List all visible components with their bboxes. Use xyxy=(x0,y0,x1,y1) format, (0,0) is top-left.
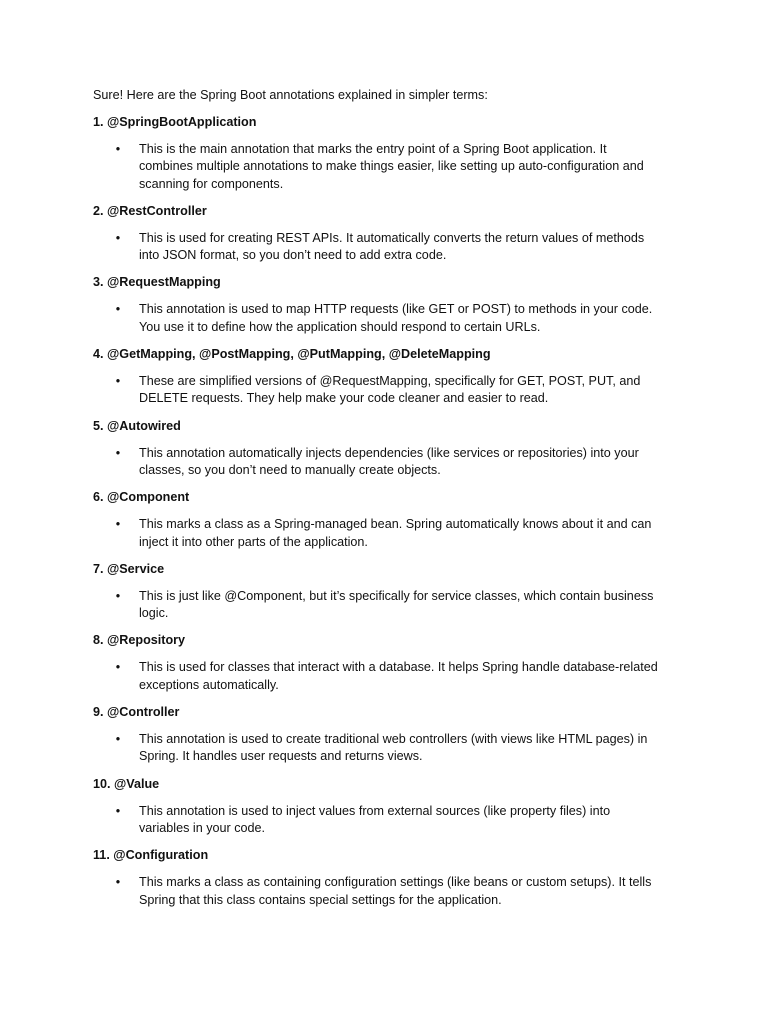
annotation-description xyxy=(93,659,678,694)
description-line: This is used for classes that interact with a database. It helps Spring handle database-related xyxy=(139,660,658,675)
description-line: combines multiple annotations to make things easier, like setting up auto-configuration and xyxy=(139,159,644,174)
bullet-icon: • xyxy=(115,875,121,890)
annotation-description xyxy=(93,803,678,838)
intro-paragraph: Sure! Here are the Spring Boot annotations explained in simpler terms: xyxy=(93,88,488,102)
annotation-description xyxy=(93,588,678,623)
annotation-heading: 10. @Value xyxy=(93,776,160,791)
annotation-section xyxy=(93,346,678,408)
annotation-heading: 7. @Service xyxy=(93,561,165,576)
annotation-description xyxy=(93,731,678,766)
description-line: This is used for creating REST APIs. It automatically converts the return values of methods xyxy=(139,230,645,245)
annotation-section xyxy=(93,489,678,551)
description-line: This marks a class as containing configuration settings (like beans or custom setups). It tells xyxy=(139,875,652,890)
bullet-icon: • xyxy=(115,445,121,460)
bullet-icon: • xyxy=(115,732,121,747)
description-line: This annotation is used to map HTTP requests (like GET or POST) to methods in your code. xyxy=(139,302,653,317)
description-line: variables in your code. xyxy=(139,820,266,835)
bullet-icon: • xyxy=(115,374,121,389)
description-line: DELETE requests. They help make your code cleaner and easier to read. xyxy=(139,391,549,406)
annotation-section xyxy=(93,632,678,694)
annotation-description xyxy=(93,516,678,551)
annotation-description xyxy=(93,373,678,408)
bullet-icon: • xyxy=(115,142,121,156)
annotation-section xyxy=(93,274,678,336)
annotation-section xyxy=(93,776,678,838)
annotation-section xyxy=(93,203,678,265)
description-line: scanning for components. xyxy=(139,176,284,191)
description-line: logic. xyxy=(139,606,169,621)
annotation-section xyxy=(93,704,678,766)
bullet-icon: • xyxy=(115,588,121,603)
annotation-section xyxy=(93,561,678,623)
annotation-heading: 3. @RequestMapping xyxy=(93,275,221,290)
description-line: into JSON format, so you don’t need to add extra code. xyxy=(139,248,447,263)
description-line: This marks a class as a Spring-managed bean. Spring automatically knows about it and can xyxy=(139,517,652,532)
annotation-section xyxy=(93,114,678,193)
annotation-heading: 8. @Repository xyxy=(93,633,186,648)
description-line: inject it into other parts of the application. xyxy=(139,534,368,549)
description-line: This is just like @Component, but it’s specifically for service classes, which contain business xyxy=(139,588,654,603)
annotation-list xyxy=(93,114,678,909)
description-line: This annotation is used to create traditional web controllers (with views like HTML pages) in xyxy=(139,732,648,747)
annotation-heading: 4. @GetMapping, @PostMapping, @PutMapping, @DeleteMapping xyxy=(93,347,491,362)
annotation-description xyxy=(93,301,678,336)
description-line: This annotation automatically injects dependencies (like services or repositories) into your xyxy=(139,445,639,460)
document-page xyxy=(93,87,678,919)
annotation-heading: 6. @Component xyxy=(93,490,190,505)
bullet-icon: • xyxy=(115,302,121,317)
description-line: These are simplified versions of @RequestMapping, specifically for GET, POST, PUT, and xyxy=(139,374,641,389)
annotation-heading: 2. @RestController xyxy=(93,203,207,218)
description-line: Spring that this class contains special settings for the application. xyxy=(139,892,502,907)
bullet-icon: • xyxy=(115,803,121,818)
annotation-heading: 9. @Controller xyxy=(93,705,180,720)
description-line: Spring. It handles user requests and returns views. xyxy=(139,749,423,764)
description-line: This annotation is used to inject values from external sources (like property files) into xyxy=(139,803,611,818)
annotation-description xyxy=(93,874,678,909)
description-line: classes, so you don’t need to manually create objects. xyxy=(139,462,441,477)
bullet-icon: • xyxy=(115,230,121,245)
annotation-section xyxy=(93,847,678,909)
annotation-description xyxy=(93,141,678,193)
bullet-icon: • xyxy=(115,517,121,532)
annotation-heading: 5. @Autowired xyxy=(93,418,181,433)
bullet-icon: • xyxy=(115,660,121,675)
description-line: You use it to define how the application should respond to certain URLs. xyxy=(139,319,541,334)
annotation-description xyxy=(93,230,678,265)
annotation-description xyxy=(93,445,678,480)
description-line: exceptions automatically. xyxy=(139,677,279,692)
annotation-section xyxy=(93,418,678,480)
annotation-heading: 11. @Configuration xyxy=(93,848,209,863)
description-line: This is the main annotation that marks the entry point of a Spring Boot application. It xyxy=(139,142,607,156)
annotation-heading: 1. @SpringBootApplication xyxy=(93,115,257,129)
